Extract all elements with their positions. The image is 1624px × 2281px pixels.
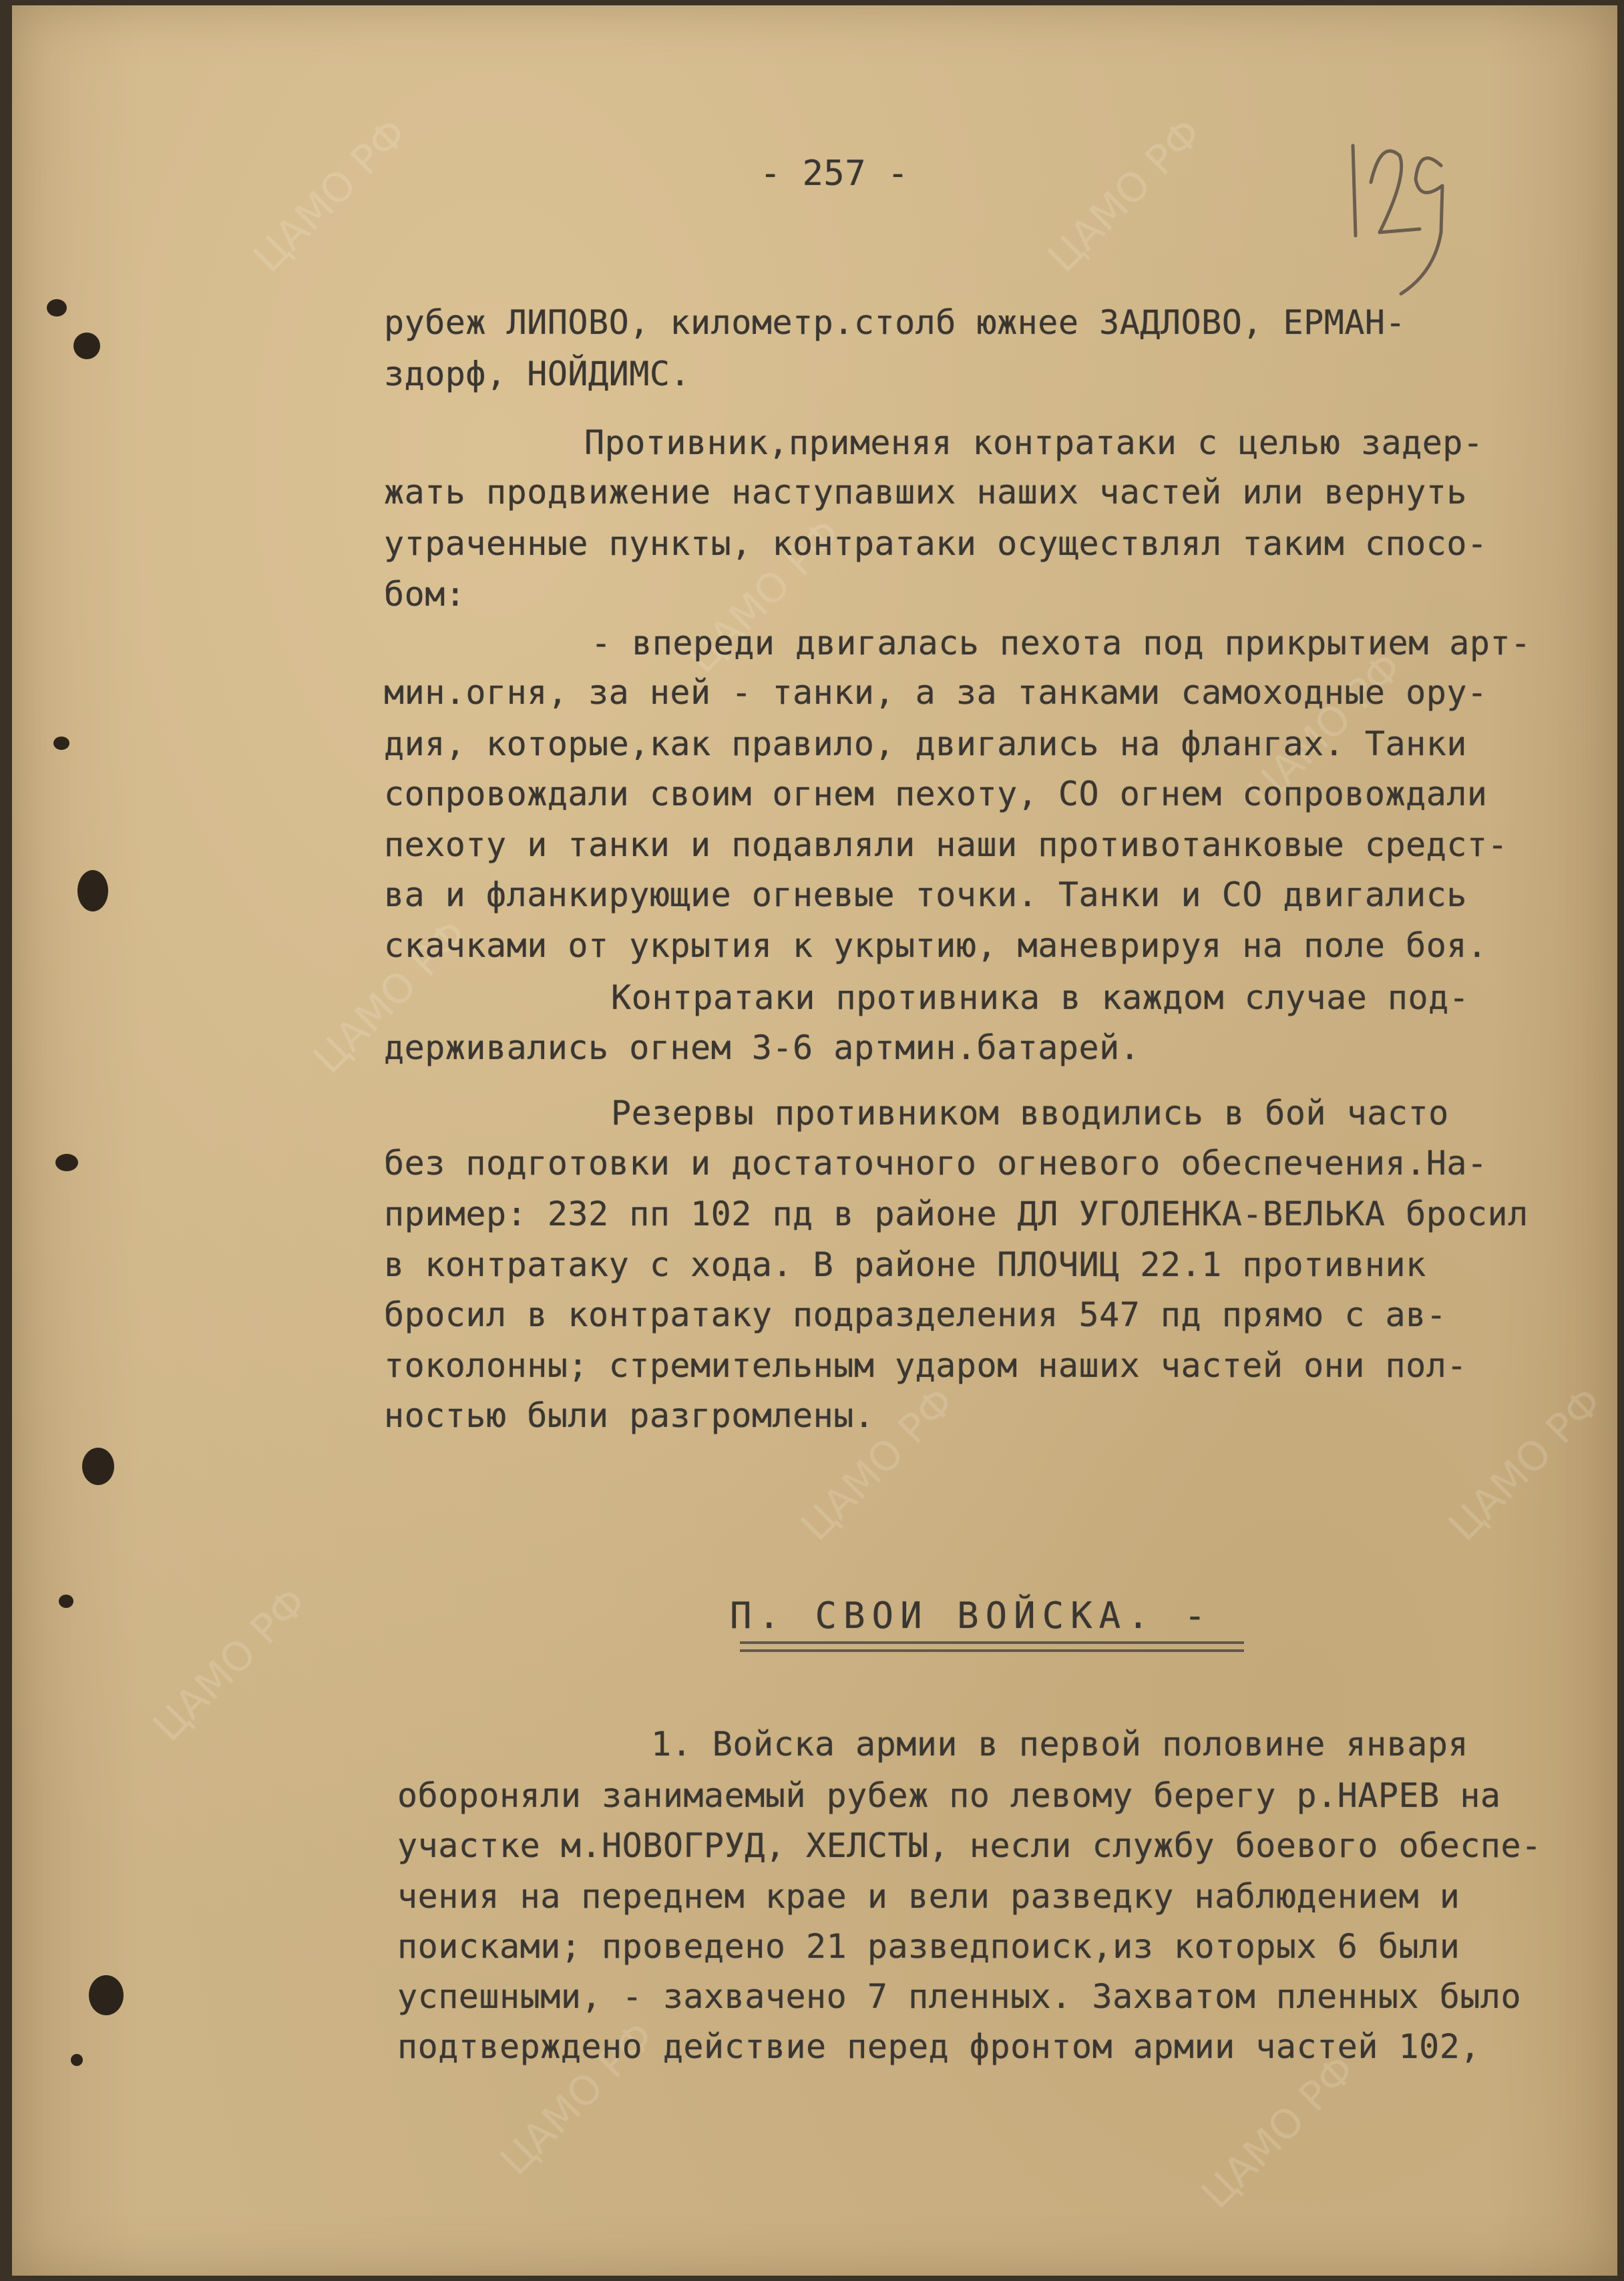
binding-hole [55,1154,78,1171]
text-line: дия, которые,как правило, двигались на флангах. Танки [384,724,1467,763]
text-line: держивались огнем 3-6 артмин.батарей. [384,1028,1141,1067]
binding-hole [82,1448,114,1485]
text-line: ва и фланкирующие огневые точки. Танки и СО двигались [384,875,1467,914]
document-page [12,5,1617,2276]
text-line: без подготовки и достаточного огневого обеспечения.На- [384,1144,1488,1183]
text-line: рубеж ЛИПОВО, километр.столб южнее ЗАДЛОВО, ЕРМАН- [384,303,1406,342]
text-line: ностью были разгромлены. [384,1396,875,1435]
binding-hole [89,1975,124,2015]
text-line: токолонны; стремительным ударом наших частей они пол- [384,1346,1467,1385]
text-line: участке м.НОВОГРУД, ХЕЛСТЫ, несли службу боевого обеспе- [397,1826,1542,1865]
text-line: мин.огня, за ней - танки, а за танками самоходные ору- [384,673,1488,712]
text-line: поисками; проведено 21 разведпоиск,из которых 6 были [397,1927,1460,1966]
heading-underline [740,1639,1244,1656]
binding-hole [71,2054,83,2066]
text-line: обороняли занимаемый рубеж по левому берегу р.НАРЕВ на [397,1776,1501,1815]
watermark: ЦАМО РФ [1193,2046,1365,2218]
text-line: сопровождали своим огнем пехоту, СО огнем сопровождали [384,775,1488,813]
binding-hole [77,870,108,911]
text-line: успешными, - захвачено 7 пленных. Захватом пленных было [397,1977,1522,2016]
text-line: в контратаку с хода. В районе ПЛОЧИЦ 22.1 противник [384,1245,1426,1284]
text-line: пехоту и танки и подавляли наши противотанковые средст- [384,825,1508,864]
watermark: ЦАМО РФ [304,911,477,1083]
section-heading: П. СВОИ ВОЙСКА. - [730,1595,1213,1637]
text-line: подтверждено действие перед фронтом армии частей 102, [397,2027,1480,2066]
text-line: жать продвижение наступавших наших частей или вернуть [384,473,1467,511]
text-line: бросил в контратаку подразделения 547 пд прямо с ав- [384,1295,1447,1334]
text-line: скачками от укрытия к укрытию, маневрируя на поле боя. [384,926,1488,965]
binding-hole [47,299,67,317]
page-number: - 257 - [760,154,909,194]
text-line: Контратаки противника в каждом случае под- [611,978,1470,1017]
text-line: Резервы противником вводились в бой часто [611,1094,1449,1132]
text-line: чения на переднем крае и вели разведку наблюдением и [397,1877,1460,1916]
watermark: ЦАМО РФ [144,1579,317,1751]
watermark: ЦАМО РФ [1440,1378,1612,1550]
watermark: ЦАМО РФ [244,110,417,282]
text-line: бом: [384,575,466,614]
text-line: здорф, НОЙДИМС. [384,355,691,393]
binding-hole [53,737,69,750]
text-line: - впереди двигалась пехота под прикрытием арт- [591,624,1531,662]
watermark: ЦАМО РФ [678,510,851,682]
text-line: 1. Войска армии в первой половине января [651,1725,1469,1764]
archive-number-handwritten [1341,119,1454,299]
binding-hole [73,333,100,359]
text-line: пример: 232 пп 102 пд в районе ДЛ УГОЛЕНКА-ВЕЛЬКА бросил [384,1195,1529,1233]
watermark: ЦАМО РФ [792,1378,964,1550]
watermark: ЦАМО РФ [1039,110,1211,282]
text-line: утраченные пункты, контратаки осуществлял таким спосо- [384,524,1488,563]
watermark: ЦАМО РФ [1239,644,1412,816]
watermark: ЦАМО РФ [491,2013,664,2185]
binding-hole [59,1595,73,1608]
text-line: Противник,применяя контратаки с целью задер- [584,423,1484,462]
